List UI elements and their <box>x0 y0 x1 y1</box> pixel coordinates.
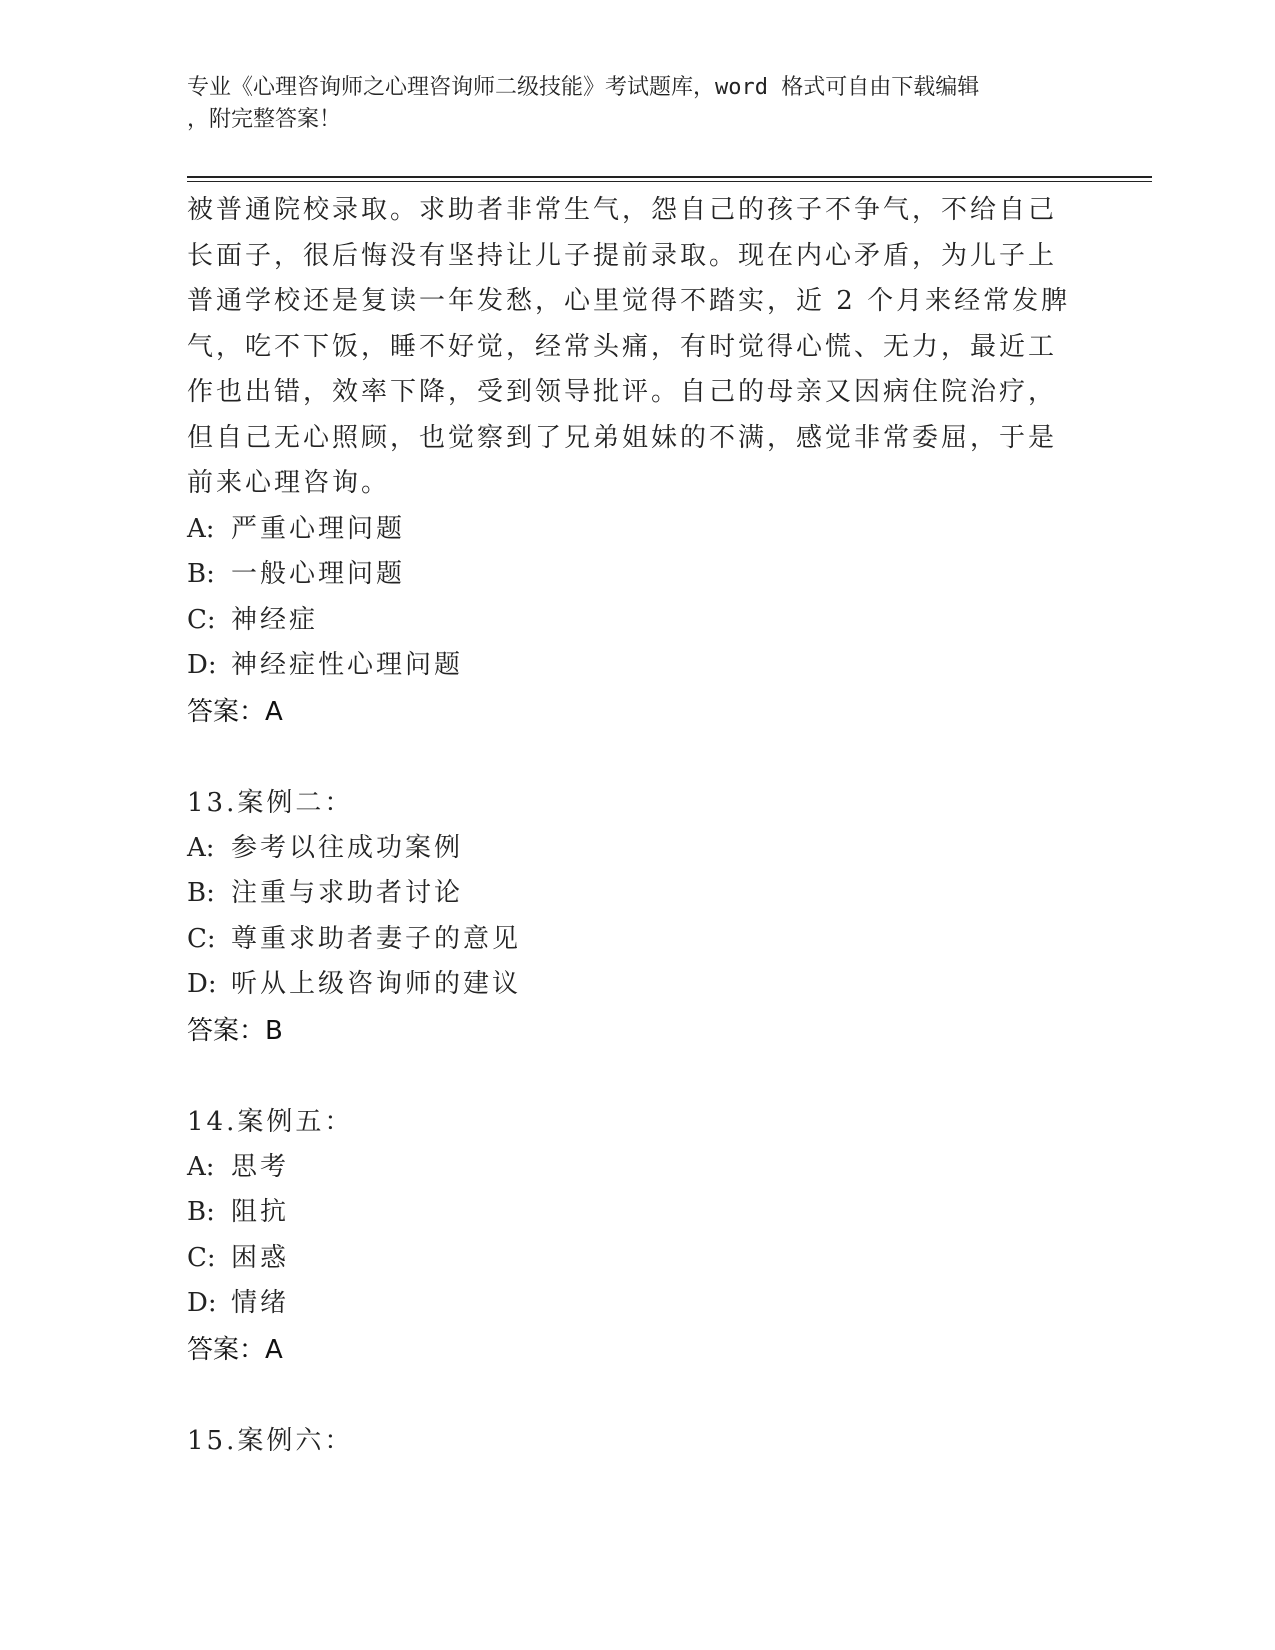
option-text: 听从上级咨询师的建议 <box>231 969 522 999</box>
option-text: 一般心理问题 <box>231 559 406 589</box>
option-text: 困惑 <box>231 1242 290 1273</box>
option-text: 思考 <box>231 1151 290 1182</box>
option-text: 严重心理问题 <box>231 513 406 544</box>
option-letter: C: <box>187 1242 216 1273</box>
option-d <box>187 962 1067 1008</box>
document-header <box>187 72 1067 136</box>
option-letter: C: <box>187 923 216 954</box>
document-body <box>187 188 1071 1464</box>
option-letter: B: <box>187 878 215 908</box>
answer-line: 答案：B <box>187 1015 283 1046</box>
option-text: 参考以往成功案例 <box>231 832 464 863</box>
header-line-2: ，附完整答案！ <box>187 107 342 132</box>
passage-line: 被普通院校录取。求助者非常生气，怨自己的孩子不争气，不给自己 <box>187 195 1058 225</box>
option-letter: A: <box>187 832 215 863</box>
question-15 <box>187 1418 1067 1464</box>
option-text: 注重与求助者讨论 <box>231 878 464 908</box>
option-letter: B: <box>187 559 215 589</box>
answer-line: 答案：A <box>187 1334 283 1365</box>
option-a <box>187 507 1067 553</box>
option-letter: D: <box>187 650 217 680</box>
option-c <box>187 917 1067 963</box>
option-a <box>187 826 1067 872</box>
passage-line: 但自己无心照顾，也觉察到了兄弟姐妹的不满，感觉非常委屈，于是 <box>187 422 1058 453</box>
question-12-continuation <box>187 188 1071 735</box>
passage-line: 气，吃不下饭，睡不好觉，经常头痛，有时觉得心慌、无力，最近工 <box>187 331 1058 362</box>
option-text: 情绪 <box>231 1288 290 1318</box>
question-14 <box>187 1099 1067 1373</box>
option-text: 神经症性心理问题 <box>231 650 464 680</box>
option-letter: D: <box>187 1288 217 1318</box>
header-divider-thin <box>187 181 1152 182</box>
question-13 <box>187 780 1067 1054</box>
option-text: 阻抗 <box>231 1197 290 1227</box>
option-letter: C: <box>187 604 216 635</box>
option-b <box>187 871 1067 917</box>
passage-line: 长面子，很后悔没有坚持让儿子提前录取。现在内心矛盾，为儿子上 <box>187 240 1058 271</box>
question-title: 13.案例二： <box>187 787 354 818</box>
header-divider-thick <box>187 176 1152 178</box>
option-letter: A: <box>187 513 215 544</box>
option-text: 神经症 <box>231 604 319 635</box>
passage-line: 作也出错，效率下降，受到领导批评。自己的母亲又因病住院治疗， <box>187 377 1058 407</box>
option-c <box>187 1236 1067 1282</box>
option-text: 尊重求助者妻子的意见 <box>231 923 522 954</box>
option-d <box>187 643 1067 689</box>
option-letter: B: <box>187 1197 215 1227</box>
option-letter: A: <box>187 1151 215 1182</box>
option-letter: D: <box>187 969 217 999</box>
passage-line: 普通学校还是复读一年发愁，心里觉得不踏实，近 2 个月来经常发脾 <box>187 286 1071 316</box>
passage-line: 前来心理咨询。 <box>187 468 391 498</box>
question-title: 15.案例六： <box>187 1425 354 1456</box>
option-b <box>187 1190 1067 1236</box>
option-b <box>187 552 1067 598</box>
answer-line: 答案：A <box>187 696 283 727</box>
question-title: 14.案例五： <box>187 1106 354 1137</box>
header-line-1: 专业《心理咨询师之心理咨询师二级技能》考试题库，word 格式可自由下载编辑 <box>187 75 980 100</box>
option-c <box>187 598 1067 644</box>
option-a <box>187 1145 1067 1191</box>
option-d <box>187 1281 1067 1327</box>
